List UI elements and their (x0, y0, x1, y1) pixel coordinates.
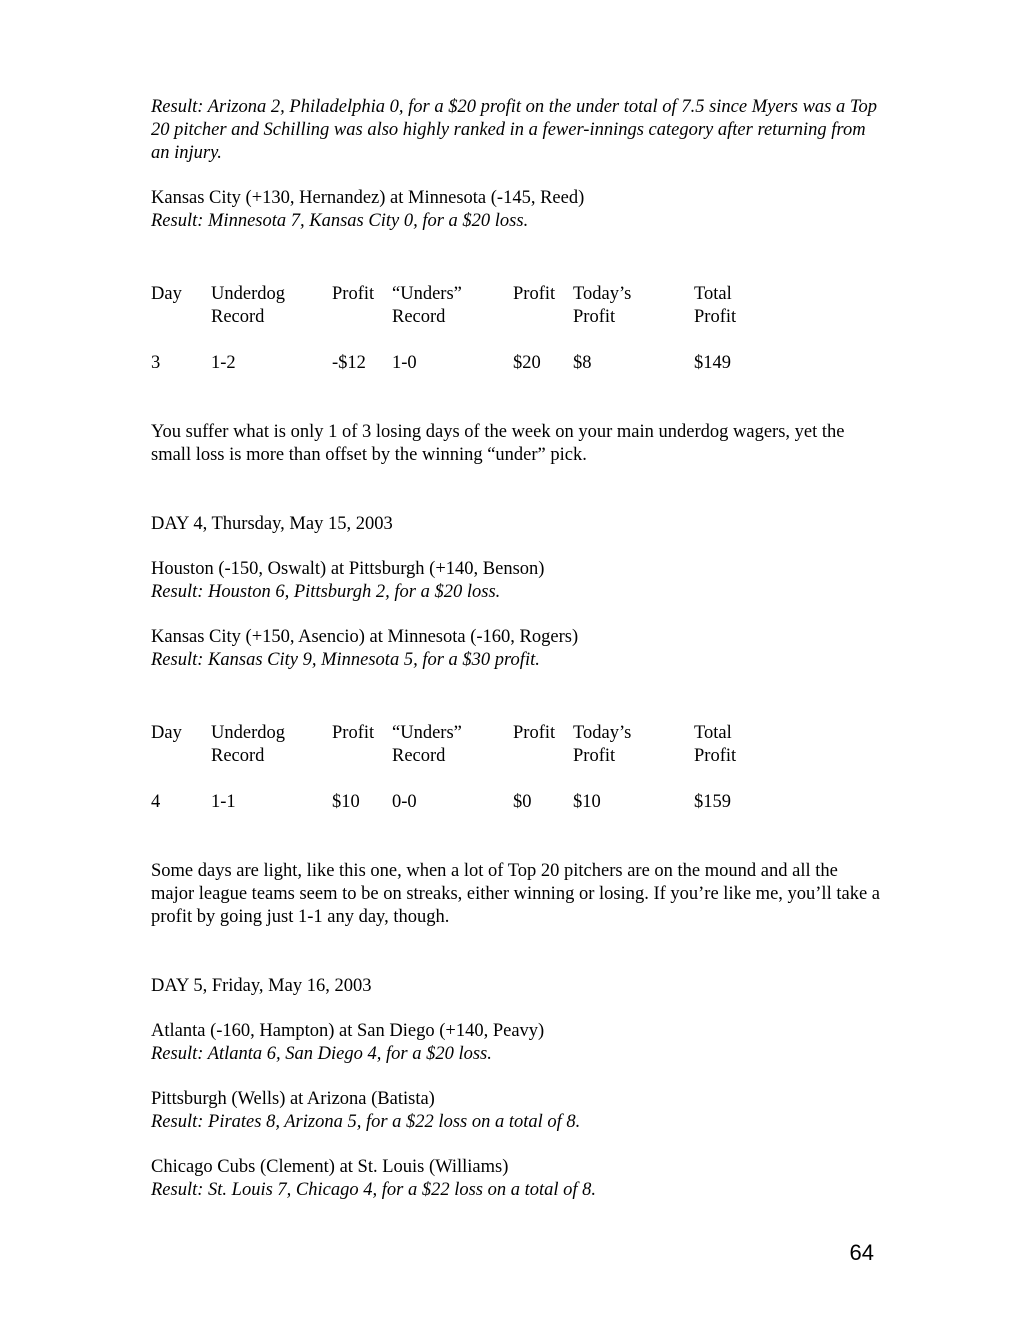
game-result: Result: Arizona 2, Philadelphia 0, for a $20 profit on the under total of 7.5 since Myers was a Top 20 pitcher and Schilling was also highly ranked in a fewer-innings category after returning from an injury. (151, 97, 877, 163)
header-underdog: Underdog Record (211, 723, 285, 766)
commentary-paragraph: Some days are light, like this one, when a lot of Top 20 pitchers are on the mound and all the major league teams seem to be on streaks, either winning or losing. If you’re like me, you’ll take a profit by going just 1-1 any day, though. (151, 861, 880, 927)
header-profit: Profit (332, 284, 375, 304)
header-profit: Profit (513, 284, 556, 304)
table-row (151, 791, 774, 814)
game-matchup: Pittsburgh (Wells) at Arizona (Batista) (151, 1089, 435, 1109)
header-day: Day (151, 284, 182, 304)
game-result: Result: Kansas City 9, Minnesota 5, for a $30 profit. (151, 650, 540, 670)
game-result: Result: Pirates 8, Arizona 5, for a $22 loss on a total of 8. (151, 1112, 581, 1132)
cell-total-profit: $159 (694, 792, 731, 812)
cell-day: 3 (151, 353, 161, 373)
header-underdog: Underdog Record (211, 284, 285, 327)
cell-unders-record: 0-0 (392, 792, 417, 812)
game-matchup: Kansas City (+130, Hernandez) at Minnesota (-145, Reed) (151, 188, 585, 208)
header-day: Day (151, 723, 182, 743)
cell-unders-record: 1-0 (392, 353, 417, 373)
table-header-row (151, 722, 774, 768)
page-number: 64 (849, 1240, 874, 1265)
cell-day: 4 (151, 792, 161, 812)
cell-unders-profit: $0 (513, 792, 532, 812)
game-result: Result: Houston 6, Pittsburgh 2, for a $20 loss. (151, 582, 501, 602)
header-profit: Profit (332, 723, 375, 743)
header-total-profit: Total Profit (694, 284, 737, 327)
header-unders: “Unders” Record (392, 723, 462, 766)
table-header-row (151, 283, 774, 329)
day3-record-table (151, 283, 774, 375)
header-unders: “Unders” Record (392, 284, 462, 327)
page-body (151, 96, 881, 1202)
day-heading: DAY 5, Friday, May 16, 2003 (151, 976, 372, 996)
game-result: Result: Atlanta 6, San Diego 4, for a $20 loss. (151, 1044, 492, 1064)
cell-todays-profit: $10 (573, 792, 601, 812)
game-matchup: Kansas City (+150, Asencio) at Minnesota (-160, Rogers) (151, 627, 579, 647)
game-matchup: Houston (-150, Oswalt) at Pittsburgh (+140, Benson) (151, 559, 545, 579)
cell-underdog-record: 1-1 (211, 792, 236, 812)
table-row (151, 352, 774, 375)
cell-underdog-record: 1-2 (211, 353, 236, 373)
game-matchup: Chicago Cubs (Clement) at St. Louis (Williams) (151, 1157, 509, 1177)
cell-underdog-profit: $10 (332, 792, 360, 812)
game-result: Result: St. Louis 7, Chicago 4, for a $22 loss on a total of 8. (151, 1180, 597, 1200)
header-total-profit: Total Profit (694, 723, 737, 766)
commentary-paragraph: You suffer what is only 1 of 3 losing days of the week on your main underdog wagers, yet the small loss is more than offset by the winning “under” pick. (151, 422, 845, 465)
game-result: Result: Minnesota 7, Kansas City 0, for a $20 loss. (151, 211, 529, 231)
header-todays-profit: Today’s Profit (573, 723, 632, 766)
cell-total-profit: $149 (694, 353, 731, 373)
cell-underdog-profit: -$12 (332, 353, 366, 373)
day-heading: DAY 4, Thursday, May 15, 2003 (151, 514, 393, 534)
game-matchup: Atlanta (-160, Hampton) at San Diego (+140, Peavy) (151, 1021, 545, 1041)
header-todays-profit: Today’s Profit (573, 284, 632, 327)
day4-record-table (151, 722, 774, 814)
cell-unders-profit: $20 (513, 353, 541, 373)
cell-todays-profit: $8 (573, 353, 592, 373)
header-profit: Profit (513, 723, 556, 743)
